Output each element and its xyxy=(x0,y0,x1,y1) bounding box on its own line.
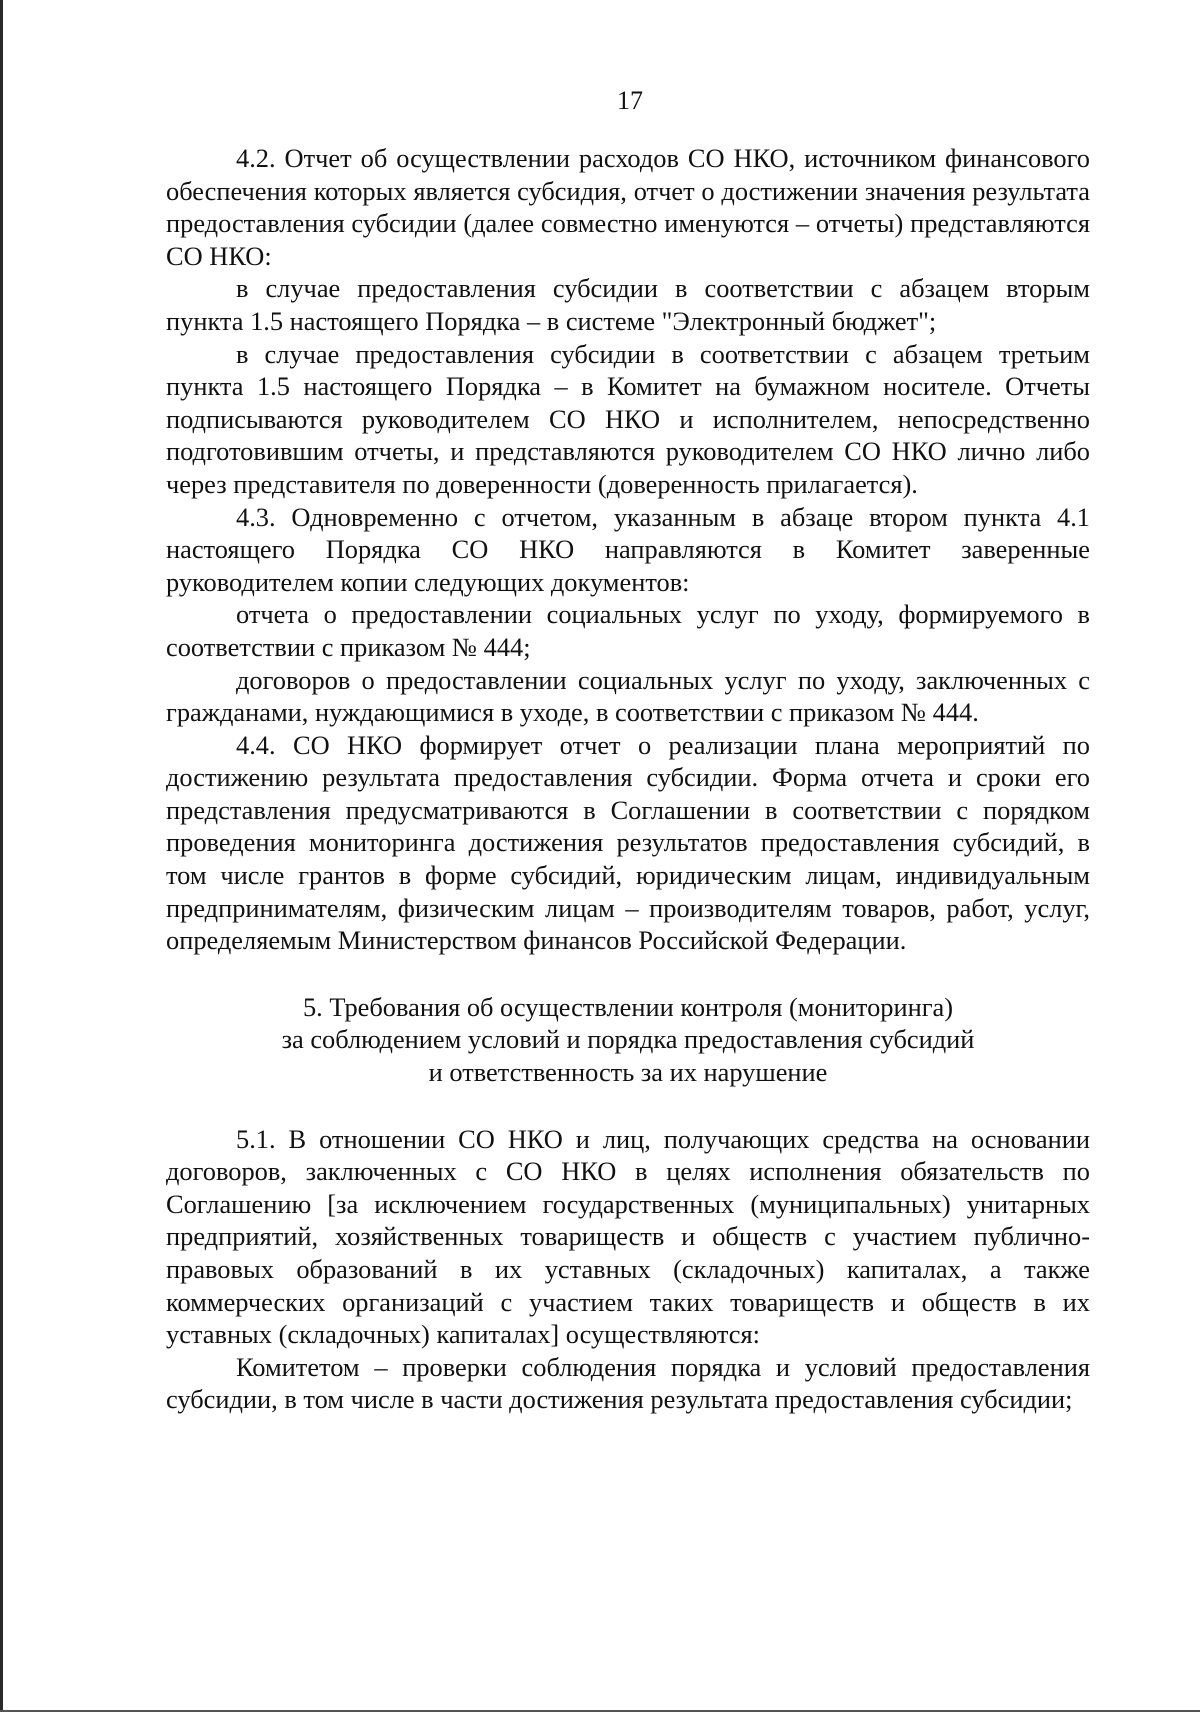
paragraph-4-2-electronic: в случае предоставления субсидии в соответствии с абзацем вторым пункта 1.5 настоящего Порядка – в системе "Электронный бюджет"; xyxy=(166,273,1090,336)
document-body xyxy=(166,142,1090,1416)
paragraph-4-2: 4.2. Отчет об осуществлении расходов СО НКО, источником финансового обеспечения которых является субсидия, отчет о достижении значения результата предоставления субсидии (далее совместно именуются – отчеты) представляются СО НКО: xyxy=(166,143,1090,271)
paragraph-4-2-paper: в случае предоставления субсидии в соответствии с абзацем третьим пункта 1.5 настоящего Порядка – в Комитет на бумажном носителе. Отчеты подписываются руководителем СО НКО и исполнителем, непосредственно подготовившим отчеты, и представляются руководителем СО НКО лично либо через представителя по доверенности (доверенность прилагается). xyxy=(166,338,1090,499)
paragraph-4-3-contracts: договоров о предоставлении социальных услуг по уходу, заключенных с гражданами, нуждающимися в уходе, в соответствии с приказом № 444. xyxy=(166,664,1090,728)
page-number: 17 xyxy=(617,86,643,115)
paragraph-5-1-committee: Комитетом – проверки соблюдения порядка и условий предоставления субсидии, в том числе в части достижения результата предоставления субсидии; xyxy=(166,1351,1090,1415)
section-heading-line: 5. Требования об осуществлении контроля (мониторинга) xyxy=(302,991,954,1022)
paragraph-4-3: 4.3. Одновременно с отчетом, указанным в абзаце втором пункта 4.1 настоящего Порядка СО НКО направляются в Комитет заверенные руководителем копии следующих документов: xyxy=(166,501,1090,597)
paragraph-4-4: 4.4. СО НКО формирует отчет о реализации плана мероприятий по достижению результата предоставления субсидии. Форма отчета и сроки его представления предусматриваются в Соглашении в соответствии с порядком проведения мониторинга достижения результатов предоставления субсидий, в том числе грантов в форме субсидий, юридическим лицам, индивидуальным предпринимателям, физическим лицам – производителям товаров, работ, услуг, определяемым Министерством финансов Российской Федерации. xyxy=(166,729,1090,956)
section-heading-line: и ответственность за их нарушение xyxy=(428,1057,828,1088)
paragraph-5-1: 5.1. В отношении СО НКО и лиц, получающих средства на основании договоров, заключенных с СО НКО в целях исполнения обязательств по Соглашению [за исключением государственных (муниципальных) унитарных предприятий, хозяйственных товариществ и обществ с участием публично-правовых образований в их уставных (складочных) капиталах, а также коммерческих организаций с участием таких товариществ и обществ в их уставных (складочных) капиталах] осуществляются: xyxy=(166,1123,1090,1350)
section-heading-line: за соблюдением условий и порядка предоставления субсидий xyxy=(281,1024,975,1055)
scan-edge-left xyxy=(0,0,3,1712)
paragraph-4-3-report: отчета о предоставлении социальных услуг по уходу, формируемого в соответствии с приказом № 444; xyxy=(166,599,1090,662)
section-5-heading xyxy=(166,991,1090,1089)
